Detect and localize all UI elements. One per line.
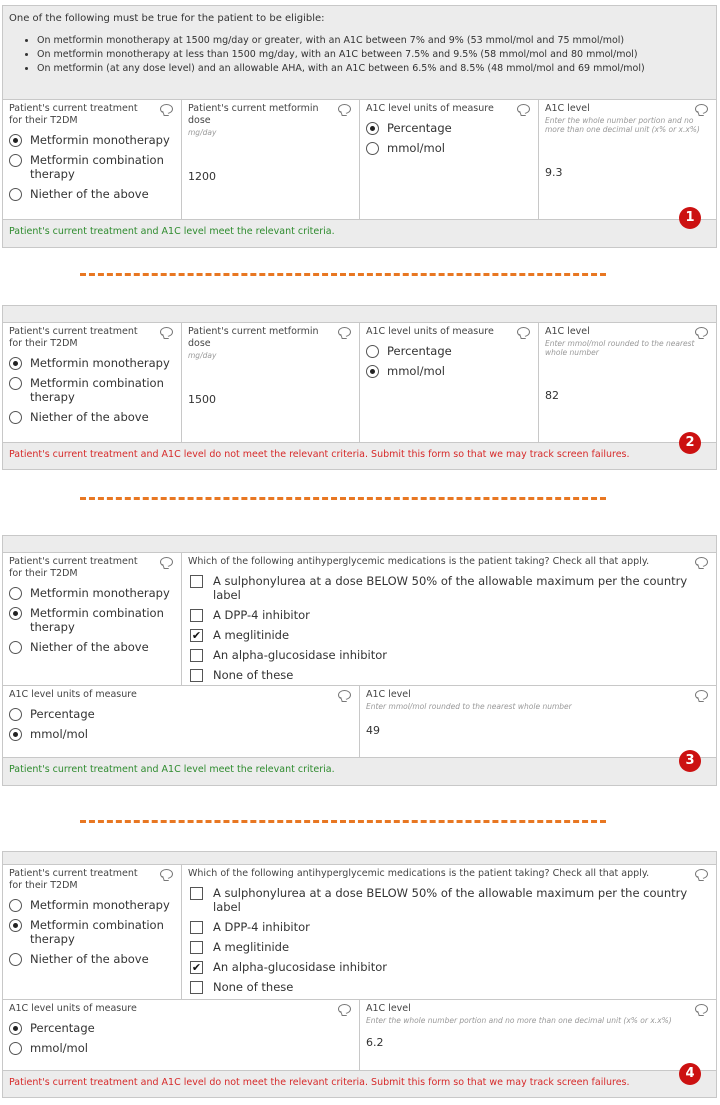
- treatment-option-combination[interactable]: Metformin combination therapy: [9, 918, 175, 946]
- validation-message: Patient's current treatment and A1C level meet the relevant criteria.: [3, 757, 716, 785]
- medication-option-none[interactable]: None of these: [190, 980, 710, 994]
- radio-button[interactable]: [9, 1042, 22, 1055]
- checkbox-checked[interactable]: ✔: [191, 961, 202, 974]
- units-label: A1C level units of measure: [9, 689, 137, 700]
- comment-icon[interactable]: [695, 327, 708, 337]
- radio-button[interactable]: [9, 154, 22, 167]
- medication-option-meglitinide[interactable]: ✔ A meglitinide: [191, 628, 290, 642]
- treatment-option-monotherapy[interactable]: Metformin monotherapy: [9, 586, 175, 600]
- medication-option-none[interactable]: None of these: [190, 668, 710, 682]
- validation-message: Patient's current treatment and A1C level do not meet the relevant criteria. Submit this form so that we may track screen failures.: [3, 442, 716, 469]
- comment-icon[interactable]: [695, 690, 708, 700]
- criteria-item: • On metformin (at any dose level) and an allowable AHA, with an A1C between 6.5% and 8.5% (48 mmol/mol and 69 mmol/mol): [37, 62, 710, 76]
- a1c-field[interactable]: [360, 1000, 716, 1070]
- a1c-value[interactable]: 49: [366, 724, 380, 737]
- treatment-option-monotherapy[interactable]: Metformin monotherapy: [9, 898, 175, 912]
- a1c-hint: Enter mmol/mol rounded to the nearest whole number: [545, 339, 695, 357]
- radio-button[interactable]: [9, 377, 22, 390]
- treatment-option-neither[interactable]: Niether of the above: [9, 187, 175, 201]
- intro-heading: One of the following must be true for the patient to be eligible:: [9, 13, 325, 24]
- dose-value[interactable]: 1200: [188, 170, 216, 183]
- units-field: [3, 686, 360, 757]
- units-option-percentage[interactable]: Percentage: [9, 707, 353, 721]
- comment-icon[interactable]: [338, 690, 351, 700]
- a1c-label: A1C level: [545, 326, 590, 337]
- units-field: [3, 1000, 360, 1070]
- checkbox-checked[interactable]: ✔: [191, 629, 202, 642]
- validation-message: Patient's current treatment and A1C level do not meet the relevant criteria. Submit this form so that we may track screen failures.: [3, 1070, 716, 1097]
- medication-option-meglitinide[interactable]: A meglitinide: [190, 940, 710, 954]
- medications-field: [182, 553, 716, 685]
- units-option-percentage[interactable]: Percentage: [9, 1021, 353, 1035]
- criteria-item: • On metformin monotherapy at less than 1500 mg/day, with an A1C between 7.5% and 9.5% (58 mmol/mol and 80 mmol/mol): [37, 48, 710, 62]
- treatment-option-combination[interactable]: Metformin combination therapy: [9, 606, 175, 634]
- units-option-percentage[interactable]: Percentage: [366, 344, 532, 358]
- treatment-option-neither[interactable]: Niether of the above: [9, 410, 175, 424]
- radio-button[interactable]: [9, 708, 22, 721]
- a1c-hint: Enter the whole number portion and no more than one decimal unit (x% or x.x%): [545, 116, 700, 134]
- metformin-dose-field[interactable]: [182, 100, 360, 219]
- radio-button-selected[interactable]: [9, 919, 22, 932]
- units-option-mmol[interactable]: mmol/mol: [9, 727, 353, 741]
- units-option-mmol[interactable]: mmol/mol: [366, 141, 532, 155]
- units-label: A1C level units of measure: [366, 326, 494, 337]
- medications-question: Which of the following antihyperglycemic medications is the patient taking? Check all that apply.: [188, 556, 650, 567]
- checkbox[interactable]: [190, 669, 203, 682]
- radio-button[interactable]: [366, 142, 379, 155]
- example-panel-2: [2, 305, 717, 470]
- validation-message: Patient's current treatment and A1C level meet the relevant criteria.: [3, 219, 716, 247]
- radio-button-selected[interactable]: [9, 607, 22, 620]
- a1c-field[interactable]: [539, 100, 716, 219]
- medication-option-sulphonylurea[interactable]: A sulphonylurea at a dose BELOW 50% of the allowable maximum per the country label: [190, 574, 710, 602]
- dose-label: Patient's current metformin dose: [188, 326, 319, 349]
- a1c-hint: Enter the whole number portion and no more than one decimal unit (x% or x.x%): [366, 1016, 672, 1025]
- medication-option-alpha-glucosidase[interactable]: ✔ An alpha-glucosidase inhibitor: [191, 960, 387, 974]
- radio-button[interactable]: [9, 587, 22, 600]
- treatment-option-neither[interactable]: Niether of the above: [9, 952, 175, 966]
- a1c-label: A1C level: [366, 689, 411, 700]
- a1c-value[interactable]: 6.2: [366, 1036, 384, 1049]
- checkbox[interactable]: [190, 649, 203, 662]
- dose-unit-hint: mg/day: [188, 351, 217, 360]
- treatment-option-monotherapy[interactable]: Metformin monotherapy: [9, 133, 175, 147]
- units-label: A1C level units of measure: [9, 1003, 137, 1014]
- treatment-option-neither[interactable]: Niether of the above: [9, 640, 175, 654]
- comment-icon[interactable]: [338, 104, 351, 114]
- radio-button[interactable]: [9, 953, 22, 966]
- section-separator: [80, 497, 606, 500]
- comment-icon[interactable]: [338, 1004, 351, 1014]
- a1c-label: A1C level: [366, 1003, 411, 1014]
- checkbox[interactable]: [190, 609, 203, 622]
- metformin-dose-field[interactable]: [182, 323, 360, 442]
- checkbox[interactable]: [190, 575, 203, 588]
- treatment-option-combination[interactable]: Metformin combination therapy: [9, 153, 175, 181]
- treatment-label: Patient's current treatment for their T2DM: [9, 868, 138, 891]
- a1c-field[interactable]: [360, 686, 716, 757]
- treatment-field: [3, 323, 182, 442]
- comment-icon[interactable]: [695, 104, 708, 114]
- example-panel-4: [2, 851, 717, 1098]
- comment-icon[interactable]: [695, 557, 708, 567]
- treatment-label: Patient's current treatment for their T2DM: [9, 326, 138, 349]
- dose-value[interactable]: 1500: [188, 393, 216, 406]
- example-panel-3: [2, 535, 717, 786]
- units-field: [360, 323, 539, 442]
- a1c-label: A1C level: [545, 103, 590, 114]
- medication-option-dpp4[interactable]: A DPP-4 inhibitor: [190, 920, 710, 934]
- treatment-label: Patient's current treatment for their T2DM: [9, 103, 138, 126]
- radio-button-selected[interactable]: [9, 357, 22, 370]
- treatment-field: [3, 865, 182, 999]
- units-option-mmol[interactable]: mmol/mol: [366, 364, 532, 378]
- criteria-list: [37, 34, 710, 76]
- checkbox[interactable]: [190, 921, 203, 934]
- example-number-badge: 3: [679, 750, 701, 772]
- radio-button-selected[interactable]: [9, 728, 22, 741]
- treatment-option-combination[interactable]: Metformin combination therapy: [9, 376, 175, 404]
- treatment-field: [3, 553, 182, 685]
- medication-option-alpha-glucosidase[interactable]: An alpha-glucosidase inhibitor: [190, 648, 710, 662]
- example-number-badge: 1: [679, 207, 701, 229]
- comment-icon[interactable]: [160, 557, 173, 567]
- example-number-badge: 2: [679, 432, 701, 454]
- medication-option-dpp4[interactable]: A DPP-4 inhibitor: [190, 608, 710, 622]
- treatment-field: [3, 100, 182, 219]
- a1c-field[interactable]: [539, 323, 716, 442]
- comment-icon[interactable]: [695, 869, 708, 879]
- section-separator: [80, 273, 606, 276]
- checkbox[interactable]: [190, 887, 203, 900]
- radio-button-selected[interactable]: [366, 122, 379, 135]
- radio-button[interactable]: [9, 641, 22, 654]
- a1c-value[interactable]: 9.3: [545, 166, 563, 179]
- comment-icon[interactable]: [160, 327, 173, 337]
- dose-label: Patient's current metformin dose: [188, 103, 319, 126]
- comment-icon[interactable]: [160, 104, 173, 114]
- example-panel-1: [2, 5, 717, 248]
- radio-button[interactable]: [9, 188, 22, 201]
- units-label: A1C level units of measure: [366, 103, 494, 114]
- treatment-label: Patient's current treatment for their T2DM: [9, 556, 138, 579]
- radio-button-selected[interactable]: [9, 134, 22, 147]
- a1c-hint: Enter mmol/mol rounded to the nearest whole number: [366, 702, 572, 711]
- a1c-value[interactable]: 82: [545, 389, 559, 402]
- comment-icon[interactable]: [338, 327, 351, 337]
- section-separator: [80, 820, 606, 823]
- radio-button[interactable]: [9, 411, 22, 424]
- comment-icon[interactable]: [517, 104, 530, 114]
- example-number-badge: 4: [679, 1063, 701, 1085]
- medications-field: [182, 865, 716, 999]
- criteria-item: • On metformin monotherapy at 1500 mg/day or greater, with an A1C between 7% and 9% (53 mmol/mol and 75 mmol/mol): [37, 34, 710, 48]
- medication-option-sulphonylurea[interactable]: A sulphonylurea at a dose BELOW 50% of the allowable maximum per the country label: [190, 886, 710, 914]
- comment-icon[interactable]: [160, 869, 173, 879]
- checkbox[interactable]: [190, 941, 203, 954]
- units-option-percentage[interactable]: Percentage: [366, 121, 532, 135]
- dose-unit-hint: mg/day: [188, 128, 217, 137]
- medications-question: Which of the following antihyperglycemic medications is the patient taking? Check all that apply.: [188, 868, 650, 879]
- comment-icon[interactable]: [517, 327, 530, 337]
- radio-button[interactable]: [9, 899, 22, 912]
- radio-button-selected[interactable]: [366, 365, 379, 378]
- radio-button-selected[interactable]: [9, 1022, 22, 1035]
- units-field: [360, 100, 539, 219]
- comment-icon[interactable]: [695, 1004, 708, 1014]
- units-option-mmol[interactable]: mmol/mol: [9, 1041, 353, 1055]
- radio-button[interactable]: [366, 345, 379, 358]
- checkbox[interactable]: [190, 981, 203, 994]
- treatment-option-monotherapy[interactable]: Metformin monotherapy: [9, 356, 175, 370]
- eligibility-intro: [3, 6, 716, 99]
